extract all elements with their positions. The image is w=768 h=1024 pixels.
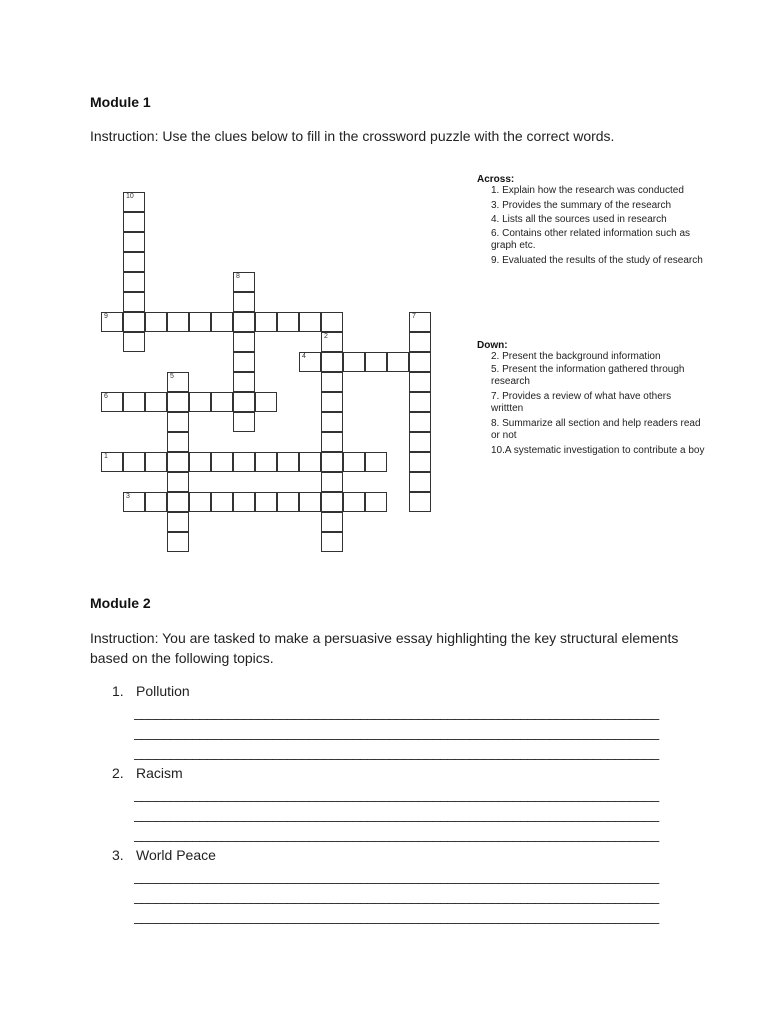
crossword-cell[interactable] [409,372,431,392]
clue-number: 4 [302,353,306,360]
crossword-cell[interactable] [123,292,145,312]
crossword-cell[interactable] [233,292,255,312]
clue-number: 2 [324,333,328,340]
crossword-cell[interactable] [343,492,365,512]
crossword-cell[interactable] [321,392,343,412]
crossword-cell[interactable] [365,452,387,472]
crossword-cell[interactable] [255,392,277,412]
crossword-cell[interactable] [189,312,211,332]
crossword-cell[interactable] [299,452,321,472]
crossword-cell[interactable] [365,352,387,372]
crossword-cell[interactable] [233,352,255,372]
crossword-cell[interactable] [123,252,145,272]
topic-number: 3. [112,847,124,863]
module-1-instruction: Instruction: Use the clues below to fill in the crossword puzzle with the correct words. [90,128,615,144]
crossword-cell[interactable] [255,492,277,512]
answer-line[interactable]: ________________________________________________________________________ [134,868,659,884]
across-heading: Across: [477,174,515,185]
crossword-cell[interactable] [123,332,145,352]
crossword-cell[interactable] [299,312,321,332]
across-clue: 1. Explain how the research was conducted [491,185,684,196]
crossword-cell[interactable] [321,512,343,532]
topic-label: Pollution [136,683,190,699]
crossword-cell[interactable] [123,392,145,412]
crossword-cell[interactable] [123,192,145,212]
clue-number: 9 [104,313,108,320]
crossword-cell[interactable] [233,332,255,352]
across-clue: 4. Lists all the sources used in research [491,214,667,225]
answer-line[interactable]: ________________________________________________________________________ [134,826,659,842]
crossword-cell[interactable] [123,212,145,232]
crossword-cell[interactable] [409,332,431,352]
crossword-cell[interactable] [255,312,277,332]
crossword-cell[interactable] [321,492,343,512]
crossword-cell[interactable] [167,372,189,392]
crossword-cell[interactable] [387,352,409,372]
clue-number: 7 [412,313,416,320]
crossword-cell[interactable] [189,452,211,472]
crossword-cell[interactable] [409,392,431,412]
crossword-cell[interactable] [167,472,189,492]
crossword-cell[interactable] [299,492,321,512]
across-clues [477,174,706,267]
crossword-cell[interactable] [123,492,145,512]
answer-line[interactable]: ________________________________________________________________________ [134,806,659,822]
crossword-cell[interactable] [277,452,299,472]
crossword-cell[interactable] [123,452,145,472]
crossword-cell[interactable] [321,412,343,432]
clue-number: 3 [126,493,130,500]
module-1-title: Module 1 [90,94,151,110]
crossword-cell[interactable] [101,392,123,412]
answer-line[interactable]: ________________________________________________________________________ [134,888,659,904]
crossword-cell[interactable] [343,452,365,472]
clue-number: 8 [236,273,240,280]
crossword-cell[interactable] [167,392,189,412]
topic-number: 1. [112,683,124,699]
crossword-cell[interactable] [123,232,145,252]
across-clue: 3. Provides the summary of the research [491,200,672,211]
crossword-cell[interactable] [321,372,343,392]
crossword-cell[interactable] [409,412,431,432]
crossword-cell[interactable] [145,452,167,472]
crossword-cell[interactable] [233,392,255,412]
crossword-cell[interactable] [409,492,431,512]
crossword-cell[interactable] [167,312,189,332]
answer-line[interactable]: ________________________________________________________________________ [134,786,659,802]
across-clue: 6. Contains other related information such as graph etc. [491,228,690,251]
clue-number: 1 [104,453,108,460]
crossword-cell[interactable] [211,492,233,512]
crossword-cell[interactable] [321,332,343,352]
crossword-cell[interactable] [277,492,299,512]
answer-line[interactable]: ________________________________________________________________________ [134,704,659,720]
crossword-cell[interactable] [277,312,299,332]
crossword-cell[interactable] [167,492,189,512]
down-heading: Down: [477,340,508,351]
crossword-cell[interactable] [145,392,167,412]
crossword-cell[interactable] [233,452,255,472]
crossword-cell[interactable] [409,452,431,472]
crossword-cell[interactable] [167,532,189,552]
down-clue: 2. Present the background information [491,351,661,362]
crossword-cell[interactable] [321,532,343,552]
crossword-cell[interactable] [101,312,123,332]
clue-number: 5 [170,373,174,380]
crossword-cell[interactable] [233,312,255,332]
down-clues [477,340,706,457]
crossword-cell[interactable] [167,452,189,472]
crossword-cell[interactable] [189,492,211,512]
across-clue: 9. Evaluated the results of the study of research [491,255,703,266]
crossword-cell[interactable] [365,492,387,512]
crossword-cell[interactable] [101,452,123,472]
crossword-cell[interactable] [167,432,189,452]
crossword-cell[interactable] [409,432,431,452]
clue-number: 6 [104,393,108,400]
crossword-cell[interactable] [409,312,431,332]
crossword-cell[interactable] [321,452,343,472]
crossword-cell[interactable] [255,452,277,472]
crossword-cell[interactable] [189,392,211,412]
crossword-cell[interactable] [233,272,255,292]
crossword-cell[interactable] [123,272,145,292]
crossword-cell[interactable] [321,312,343,332]
down-clue: 5. Present the information gathered through research [491,364,685,387]
answer-line[interactable]: ________________________________________________________________________ [134,724,659,740]
module-2-instruction: Instruction: You are tasked to make a persuasive essay highlighting the key structural elements based on the following topics. [90,630,679,666]
answer-line[interactable]: ________________________________________________________________________ [134,908,659,924]
crossword-cell[interactable] [321,352,343,372]
crossword-cell[interactable] [409,472,431,492]
crossword-cell[interactable] [211,392,233,412]
crossword-cell[interactable] [321,432,343,452]
topic-label: World Peace [136,847,216,863]
crossword-cell[interactable] [233,372,255,392]
crossword-cell[interactable] [211,312,233,332]
crossword-cell[interactable] [343,352,365,372]
crossword-cell[interactable] [233,412,255,432]
crossword-cell[interactable] [167,412,189,432]
topic-label: Racism [136,765,183,781]
crossword-cell[interactable] [167,512,189,532]
topic-number: 2. [112,765,124,781]
crossword-cell[interactable] [299,352,321,372]
crossword-cell[interactable] [233,492,255,512]
down-clue: 10.A systematic investigation to contribute a boy [491,445,705,456]
crossword-cell[interactable] [123,312,145,332]
crossword-cell[interactable] [145,312,167,332]
crossword-cell[interactable] [321,472,343,492]
answer-line[interactable]: ________________________________________________________________________ [134,744,659,760]
crossword-cell[interactable] [409,352,431,372]
down-clue: 7. Provides a review of what have others writtten [491,391,672,414]
module-2-title: Module 2 [90,595,151,611]
down-clue: 8. Summarize all section and help readers read or not [491,418,701,441]
crossword-cell[interactable] [145,492,167,512]
clue-number: 10 [126,193,134,200]
crossword-cell[interactable] [211,452,233,472]
